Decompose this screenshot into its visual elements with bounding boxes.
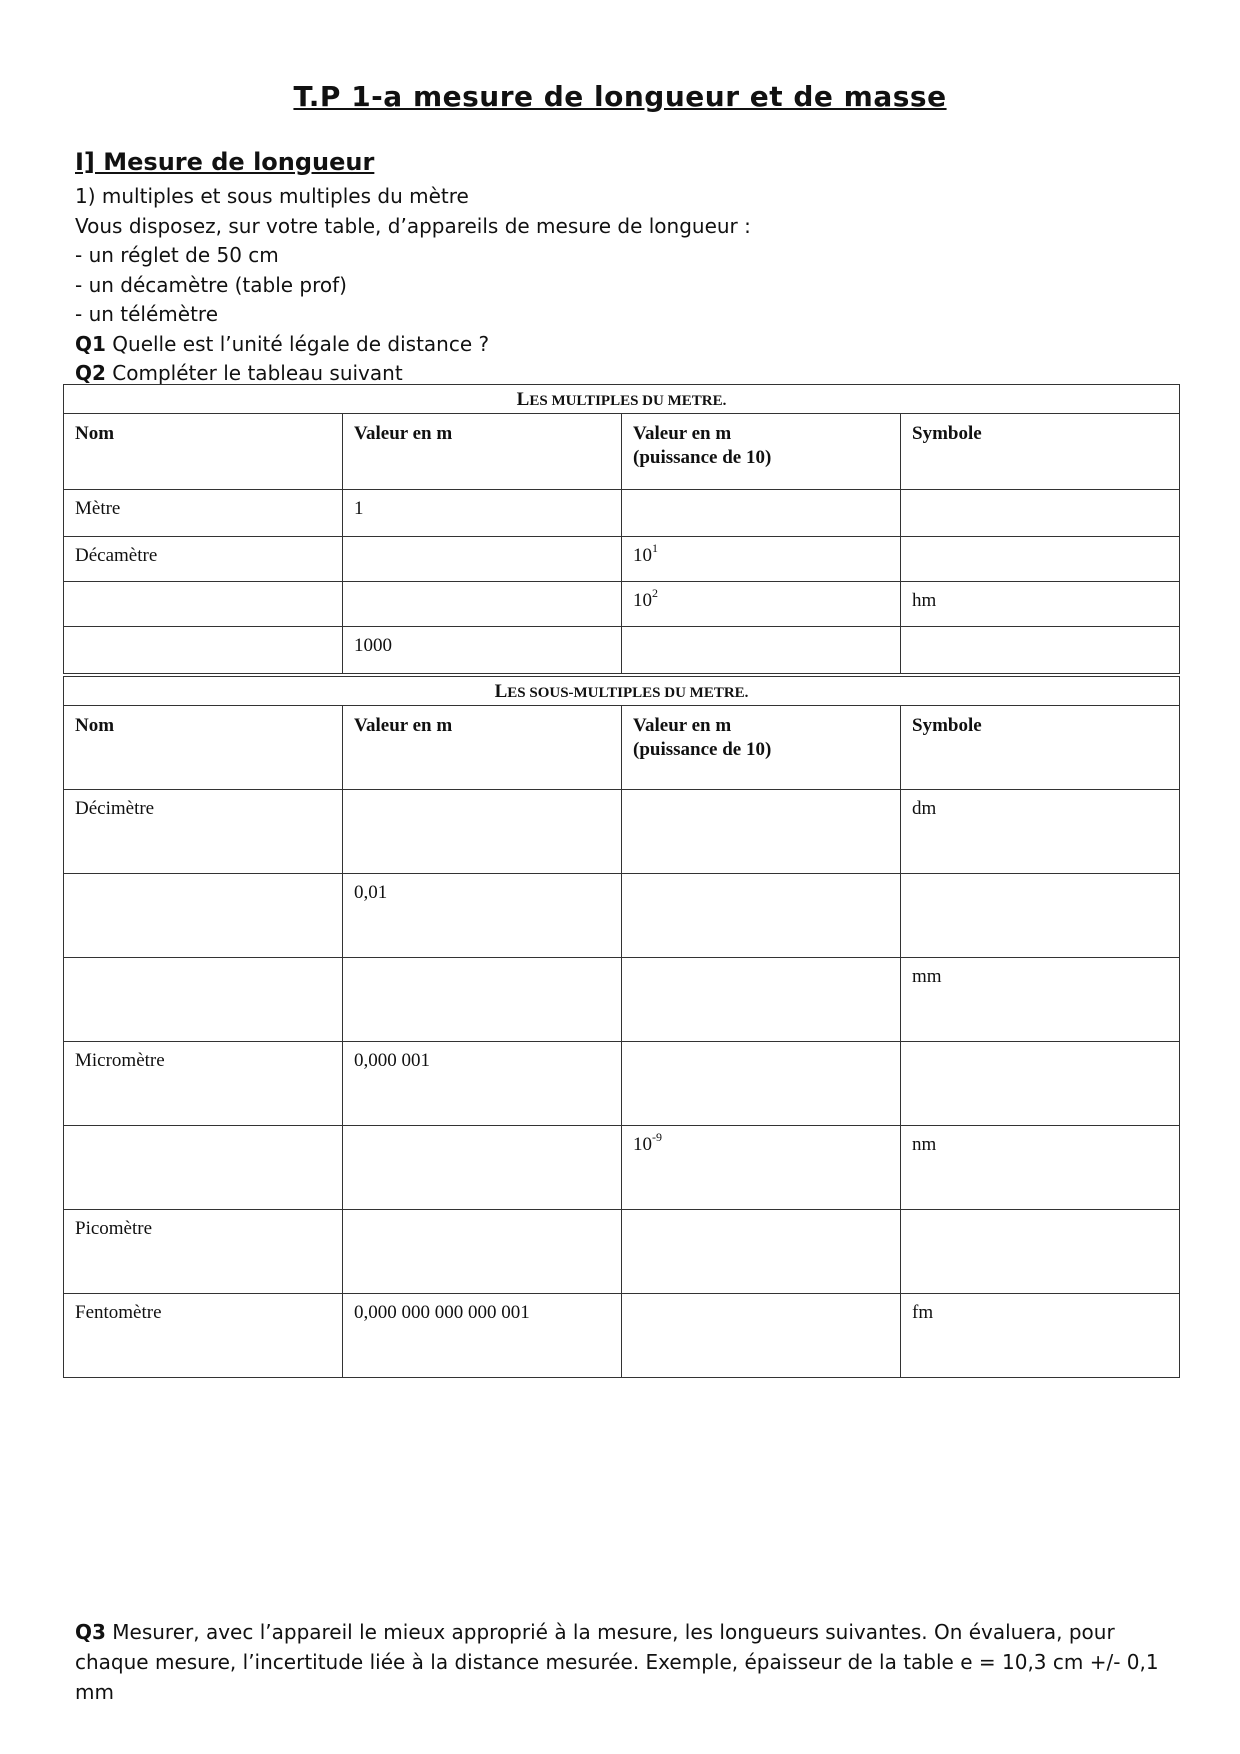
table-row [64,1126,1180,1210]
section-heading: I] Mesure de longueur [75,148,375,176]
header-puissance: Valeur en m (puissance de 10) [622,414,901,490]
cell-puissance: $10^1$ [622,537,901,582]
table-row [64,582,1180,627]
cell-nom [64,1126,343,1210]
cell-symbole: nm [901,1126,1180,1210]
cell-symbole [901,874,1180,958]
cell-valeur [343,582,622,627]
cell-puissance [622,790,901,874]
cell-puissance [622,490,901,537]
header-valeur: Valeur en m [343,414,622,490]
cell-nom: Décimètre [64,790,343,874]
cell-valeur [343,537,622,582]
page-title: T.P 1-a mesure de longueur et de masse [293,80,947,113]
cell-puissance: $10^2$ [622,582,901,627]
cell-nom: Fentomètre [64,1294,343,1378]
cell-symbole: hm [901,582,1180,627]
header-nom: Nom [64,414,343,490]
table-row [64,790,1180,874]
header-symbole: Symbole [901,414,1180,490]
cell-symbole [901,1210,1180,1294]
q1-label: Q1 [75,331,106,356]
cell-valeur: 0,01 [343,874,622,958]
table-row [64,1294,1180,1378]
cell-nom: Micromètre [64,1042,343,1126]
cell-nom [64,874,343,958]
header-valeur: Valeur en m [343,706,622,790]
multiples-table [63,384,1180,674]
cell-valeur: 0,000 001 [343,1042,622,1126]
q3-text: Mesurer, avec l’appareil le mieux approprié à la mesure, les longueurs suivantes. On évaluera, pour chaque mesure, l’incertitude liée à la distance mesurée. Exemple, épaisseur de la table e = 10,3 cm +/- 0,1 mm [75,1620,1159,1704]
cell-symbole: mm [901,958,1180,1042]
table-row [64,958,1180,1042]
table-row [64,627,1180,674]
table-row [64,1042,1180,1126]
cell-valeur [343,958,622,1042]
header-symbole: Symbole [901,706,1180,790]
table-caption: LES MULTIPLES DU METRE. [64,385,1180,414]
cell-puissance [622,1042,901,1126]
cell-symbole [901,537,1180,582]
cell-symbole: fm [901,1294,1180,1378]
cell-valeur: 1 [343,490,622,537]
cell-nom [64,958,343,1042]
cell-valeur: 1000 [343,627,622,674]
cell-nom: Décamètre [64,537,343,582]
question-3 [75,1617,1175,1707]
table-row [64,1210,1180,1294]
cell-symbole [901,1042,1180,1126]
cell-symbole [901,490,1180,537]
cell-puissance: $10^{-9}$ [622,1126,901,1210]
cell-nom: Mètre [64,490,343,537]
cell-symbole [901,627,1180,674]
header-puissance: Valeur en m (puissance de 10) [622,706,901,790]
cell-valeur [343,1126,622,1210]
table-caption: LES SOUS-MULTIPLES DU METRE. [64,677,1180,706]
cell-nom [64,627,343,674]
question-1 [75,330,751,360]
table-row [64,537,1180,582]
cell-valeur [343,1210,622,1294]
table-header-row [64,414,1180,490]
table-row [64,490,1180,537]
submultiples-table [63,676,1180,1378]
cell-puissance [622,1210,901,1294]
table-row [64,874,1180,958]
cell-nom [64,582,343,627]
q2-label: Q2 [75,361,106,385]
q2-text: Compléter le tableau suivant [105,361,403,385]
cell-symbole: dm [901,790,1180,874]
list-item: - un décamètre (table prof) [75,272,347,297]
cell-puissance [622,874,901,958]
subheading: 1) multiples et sous multiples du mètre [75,184,469,208]
cell-puissance [622,1294,901,1378]
header-nom: Nom [64,706,343,790]
cell-valeur [343,790,622,874]
intro-line: Vous disposez, sur votre table, d’appareils de mesure de longueur : [75,213,751,238]
cell-puissance [622,627,901,674]
cell-nom: Picomètre [64,1210,343,1294]
cell-puissance [622,958,901,1042]
q3-label: Q3 [75,1620,106,1644]
q1-text: Quelle est l’unité légale de distance ? [105,331,490,356]
list-item: - un réglet de 50 cm [75,243,279,267]
cell-valeur: 0,000 000 000 000 001 [343,1294,622,1378]
list-item: - un télémètre [75,302,219,326]
table-header-row [64,706,1180,790]
intro-block [75,182,751,389]
